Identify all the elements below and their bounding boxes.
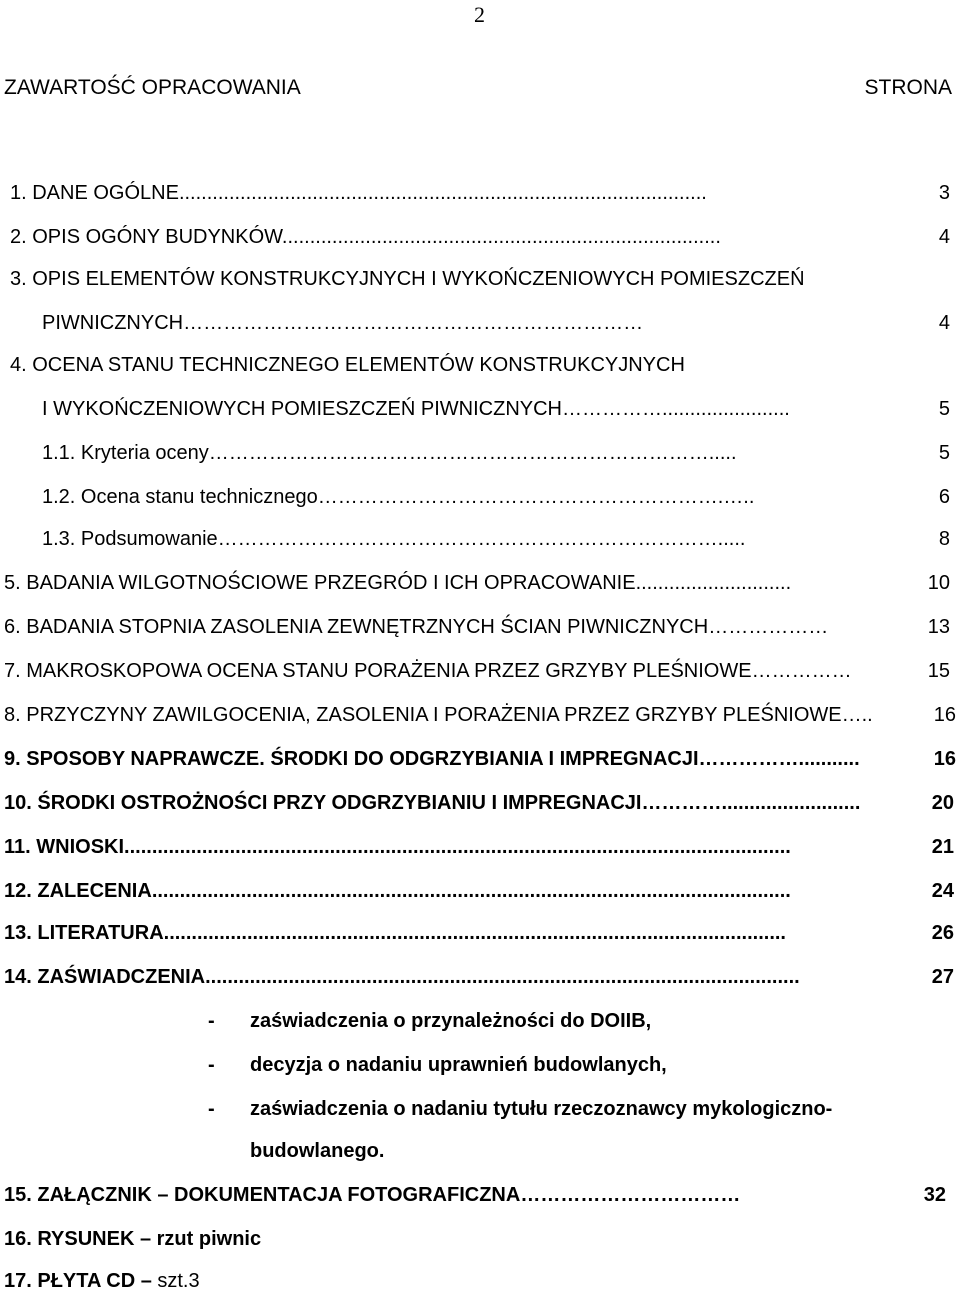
certificate-item-continuation — [208, 1136, 908, 1166]
list-dash: - — [208, 1054, 215, 1076]
toc-entry[interactable] — [4, 962, 954, 992]
toc-entry-label: I WYKOŃCZENIOWYCH POMIESZCZEŃ PIWNICZNYCH……………....................... — [42, 398, 790, 420]
toc-entry-page: 3 — [938, 182, 950, 204]
certificate-item-text: budowlanego. — [250, 1140, 385, 1162]
toc-entry-suffix: szt.3 — [157, 1270, 200, 1292]
toc-entry-page: 32 — [923, 1184, 946, 1206]
certificate-item — [208, 1050, 908, 1080]
toc-entry-page: 4 — [938, 312, 950, 334]
toc-entry-page: 10 — [927, 572, 950, 594]
toc-entry-label: 4. OCENA STANU TECHNICZNEGO ELEMENTÓW KONSTRUKCYJNYCH — [10, 354, 685, 376]
toc-entry[interactable] — [4, 656, 950, 686]
toc-entry-page: 21 — [931, 836, 954, 858]
toc-header — [4, 74, 952, 102]
toc-entry-page: 26 — [931, 922, 954, 944]
toc-entry[interactable] — [4, 1224, 946, 1254]
toc-entry-label: 9. SPOSOBY NAPRAWCZE. ŚRODKI DO ODGRZYBIANIA I IMPREGNACJI……………........... — [4, 748, 860, 770]
toc-entry[interactable] — [4, 876, 954, 906]
certificate-item — [208, 1094, 908, 1124]
toc-entry[interactable] — [10, 222, 950, 252]
toc-entry-continuation[interactable] — [42, 308, 950, 338]
toc-entry-label: 1.3. Podsumowanie…………………………………………………………………..... — [42, 528, 746, 550]
toc-entry-continuation[interactable] — [42, 394, 950, 424]
toc-entry[interactable] — [10, 178, 950, 208]
toc-entry-label: 12. ZALECENIA................................................................................................................... — [4, 880, 791, 902]
certificate-item-text: zaświadczenia o przynależności do DOIIB, — [250, 1010, 652, 1032]
toc-title: ZAWARTOŚĆ OPRACOWANIA — [4, 76, 301, 99]
toc-subentry[interactable] — [42, 438, 950, 468]
toc-entry-label: 6. BADANIA STOPNIA ZASOLENIA ZEWNĘTRZNYCH ŚCIAN PIWNICZNYCH……………… — [4, 616, 829, 638]
toc-entry-page: 15 — [927, 660, 950, 682]
certificate-item-text: zaświadczenia o nadaniu tytułu rzeczoznawcy mykologiczno- — [250, 1098, 833, 1120]
toc-entry-label: 1.1. Kryteria oceny…………………………………………………………………..... — [42, 442, 737, 464]
toc-entry-page: 27 — [931, 966, 954, 988]
toc-entry-label: 1. DANE OGÓLNE............................................................................................... — [10, 182, 707, 204]
list-dash: - — [208, 1010, 215, 1032]
toc-entry-page: 13 — [927, 616, 950, 638]
toc-entry-label: 5. BADANIA WILGOTNOŚCIOWE PRZEGRÓD I ICH OPRACOWANIE............................ — [4, 572, 792, 594]
toc-entry[interactable] — [4, 788, 954, 818]
toc-subentry[interactable] — [42, 482, 950, 512]
page-number: 2 — [474, 2, 485, 27]
toc-entry-page: 24 — [931, 880, 954, 902]
toc-entry-label: 16. RYSUNEK – rzut piwnic — [4, 1228, 262, 1250]
toc-subentry[interactable] — [42, 524, 950, 554]
toc-entry-page: 16 — [933, 704, 956, 726]
toc-entry-label: 14. ZAŚWIADCZENIA........................................................................................................... — [4, 966, 800, 988]
toc-entry-page: 16 — [933, 748, 956, 770]
toc-entry-label: 3. OPIS ELEMENTÓW KONSTRUKCYJNYCH I WYKOŃCZENIOWYCH POMIESZCZEŃ — [10, 268, 805, 290]
toc-entry[interactable] — [4, 612, 950, 642]
toc-entry[interactable] — [4, 832, 954, 862]
toc-entry-page: 5 — [938, 442, 950, 464]
toc-entry-page: 5 — [938, 398, 950, 420]
toc-entry-page: 6 — [938, 486, 950, 508]
toc-entry-label: PIWNICZNYCH…………………………………………………………… — [42, 312, 644, 334]
toc-entry[interactable] — [4, 744, 956, 774]
toc-entry-page: 4 — [938, 226, 950, 248]
toc-page-column-label: STRONA — [864, 76, 952, 99]
toc-entry-label: 11. WNIOSKI........................................................................................................................ — [4, 836, 791, 858]
toc-entry[interactable] — [4, 700, 956, 730]
toc-entry-label: 7. MAKROSKOPOWA OCENA STANU PORAŻENIA PRZEZ GRZYBY PLEŚNIOWE…………… — [4, 660, 852, 682]
toc-entry-label: 17. PŁYTA CD – szt.3 — [4, 1270, 200, 1292]
toc-entry-label: 2. OPIS OGÓNY BUDYNKÓW............................................................................... — [10, 226, 721, 248]
certificate-item — [208, 1006, 908, 1036]
toc-entry-page: 8 — [938, 528, 950, 550]
toc-entry-page: 20 — [931, 792, 954, 814]
list-dash: - — [208, 1098, 215, 1120]
toc-entry-label: 1.2. Ocena stanu technicznego…………………………………………………….….. — [42, 486, 755, 508]
toc-entry-label: 15. ZAŁĄCZNIK – DOKUMENTACJA FOTOGRAFICZNA…………………………… — [4, 1184, 741, 1206]
toc-entry-label: 13. LITERATURA................................................................................................................ — [4, 922, 786, 944]
certificate-item-text: decyzja o nadaniu uprawnień budowlanych, — [250, 1054, 667, 1076]
toc-entry-label: 10. ŚRODKI OSTROŻNOŚCI PRZY ODGRZYBIANIU I IMPREGNACJI…………......................... — [4, 792, 861, 814]
toc-entry[interactable] — [4, 1180, 946, 1210]
toc-entry[interactable] — [4, 568, 950, 598]
toc-entry[interactable] — [10, 264, 950, 294]
toc-entry[interactable] — [10, 350, 950, 380]
toc-entry-label: 8. PRZYCZYNY ZAWILGOCENIA, ZASOLENIA I PORAŻENIA PRZEZ GRZYBY PLEŚNIOWE….. — [4, 704, 873, 726]
toc-entry[interactable] — [4, 918, 954, 948]
